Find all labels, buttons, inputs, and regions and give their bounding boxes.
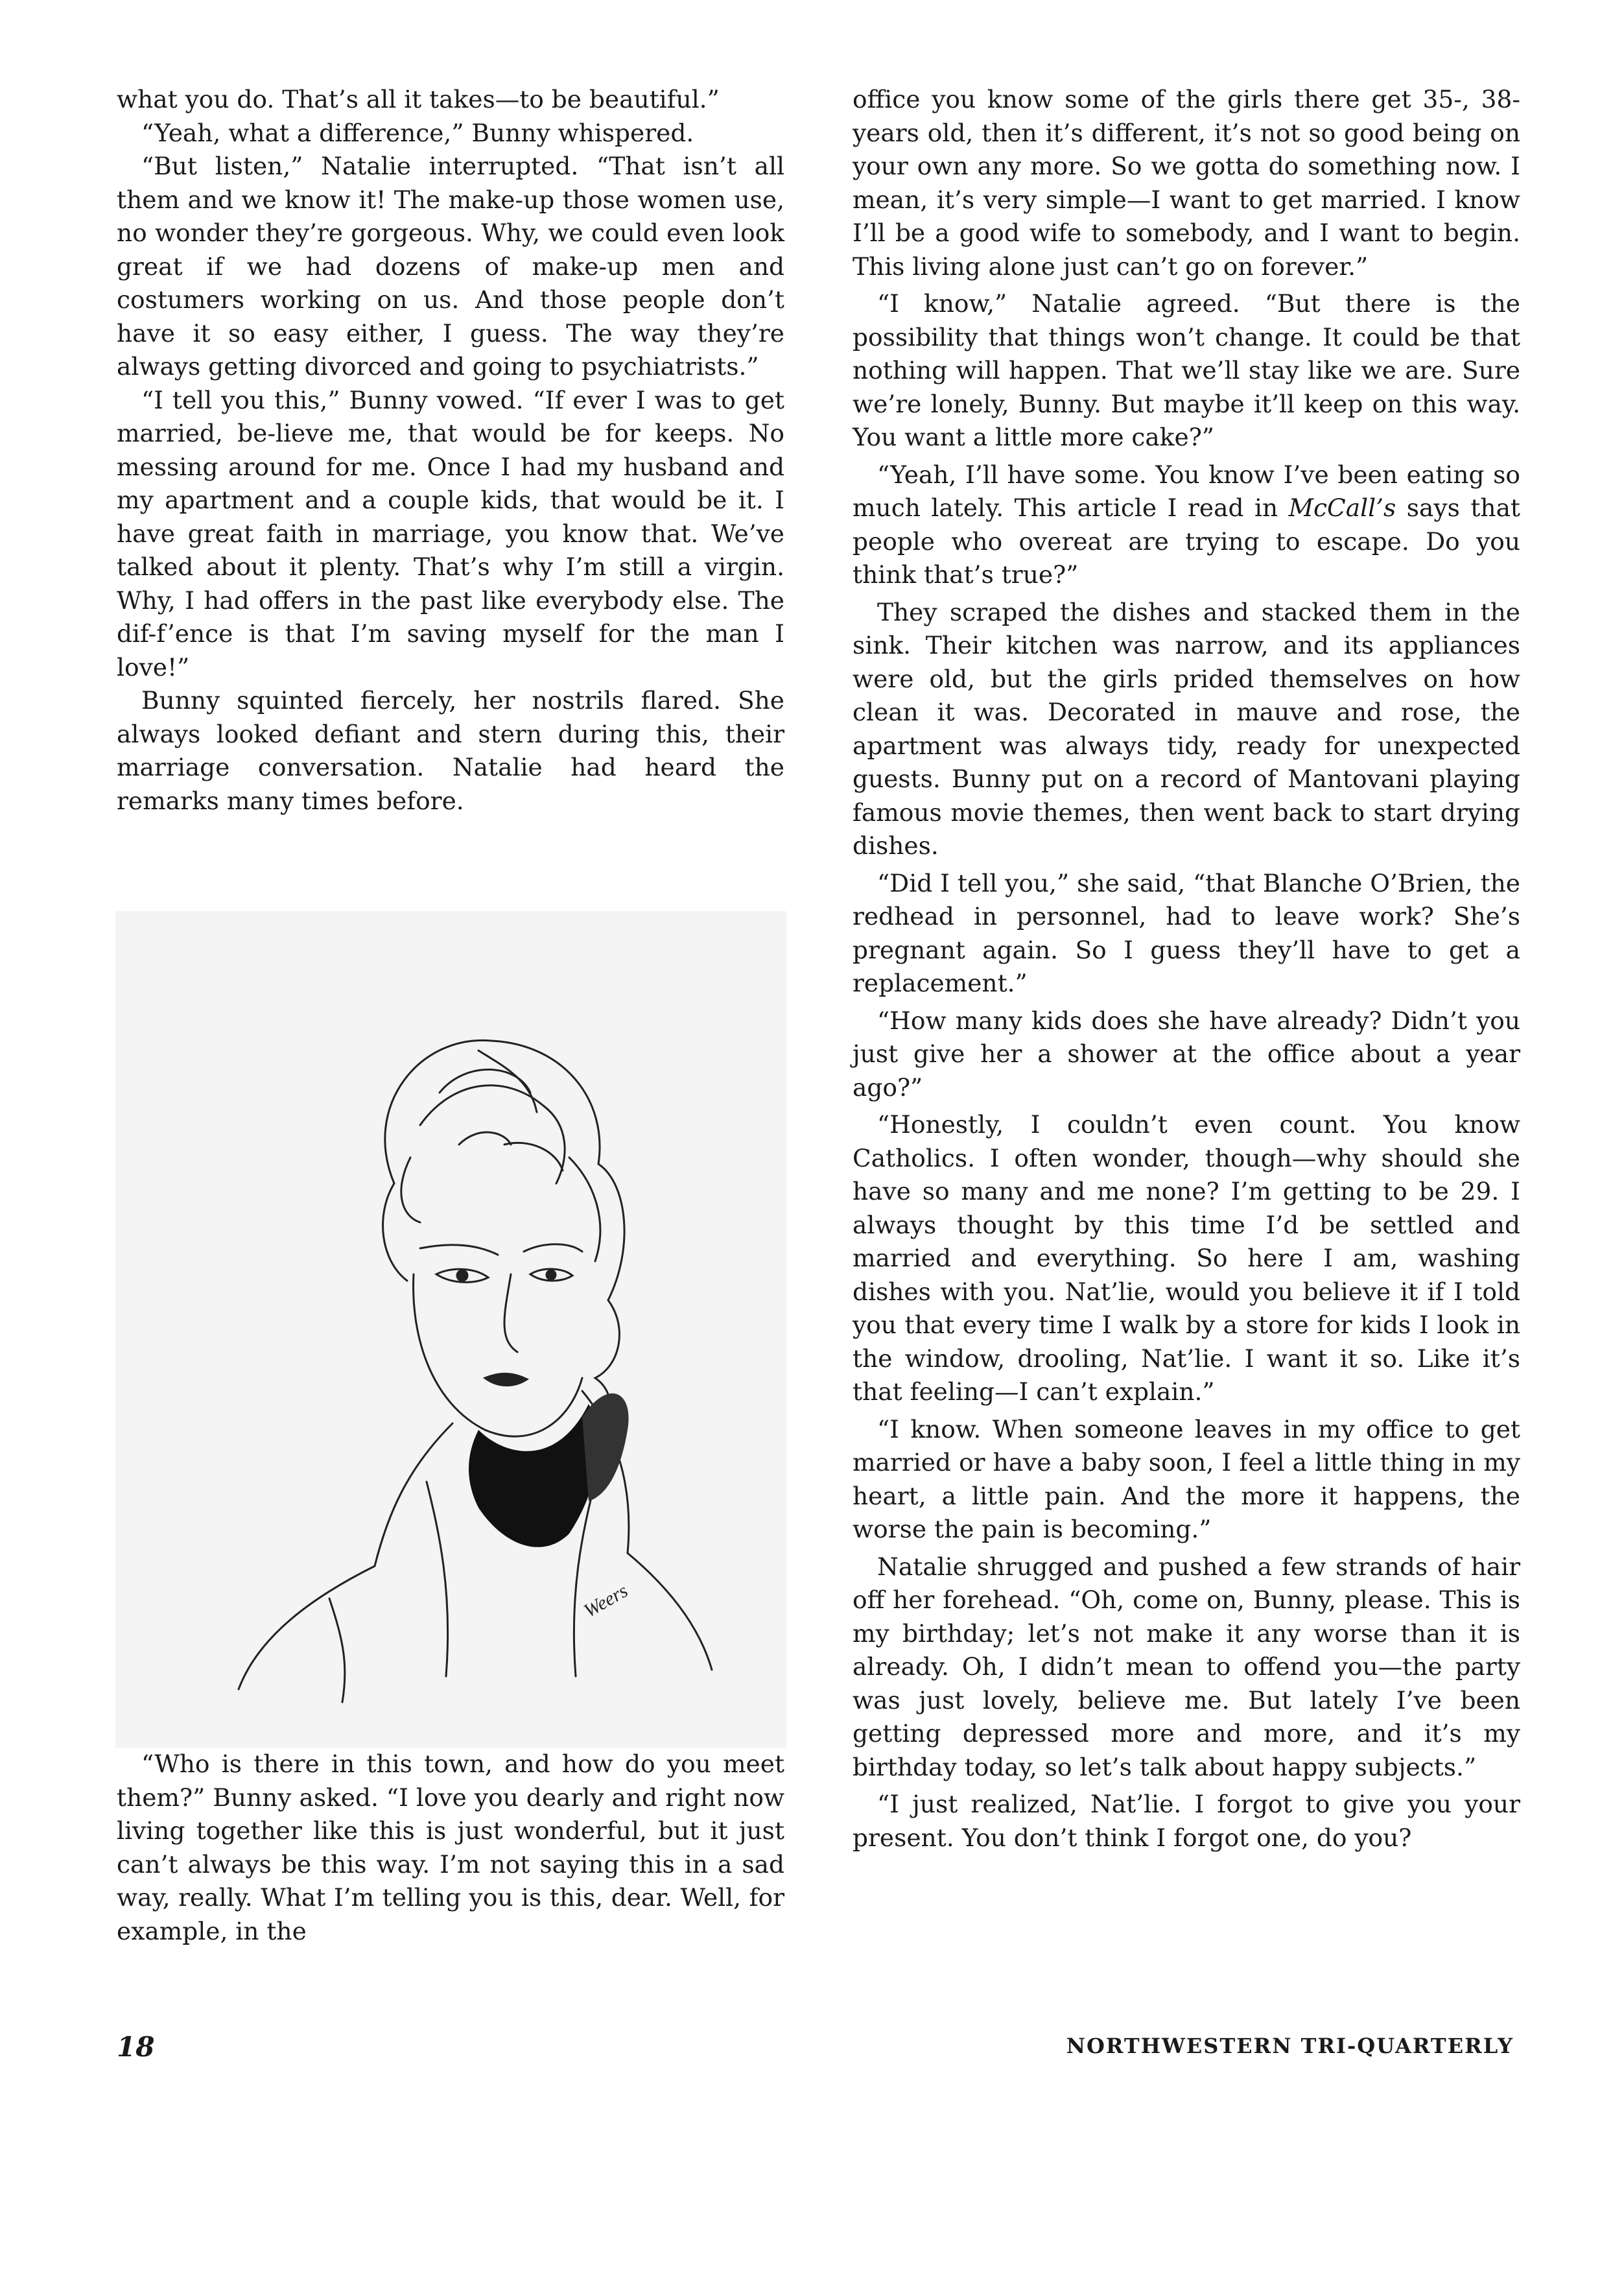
paragraph: “Did I tell you,” she said, “that Blanche O’Brien, the redhead in personnel, had to leave work? She’s pregnant again. So I guess they’ll have to get a replacement.” (853, 868, 1520, 997)
paragraph-text: “Yeah, I’ll have some. You know I’ve been eating so much lately. This article I read in (853, 460, 1520, 522)
paragraph: “How many kids does she have already? Didn’t you just give her a shower at the office about a year ago?” (853, 1006, 1520, 1102)
paragraph-mccalls (853, 458, 1520, 592)
right-column (853, 83, 1520, 1855)
paragraph: “I know,” Natalie agreed. “But there is the possibility that things won’t change. It could be that nothing will happen. That we’ll stay like we are. Sure we’re lonely, Bunny. But maybe it’ll keep on this way. You want a little more cake?” (853, 289, 1520, 451)
paragraph: “I just realized, Nat’lie. I forgot to give you your present. You don’t think I forgot one, do you? (853, 1790, 1520, 1852)
page-number: 18 (117, 2031, 155, 2063)
paragraph: “I know. When someone leaves in my office to get married or have a baby soon, I feel a little thing in my heart, a little pain. And the more it happens, the worse the pain is becoming.” (853, 1414, 1520, 1543)
paragraph: “Honestly, I couldn’t even count. You know Catholics. I often wonder, though—why should she have so many and me none? I’m getting to be 29. I always thought by this time I’d be settled and married and everything. So here I am, washing dishes with you. Nat’lie, would you believe it if I told you that every time I walk by a store for kids I look in the window, drooling, Nat’lie. I want it so. Like it’s that feeling—I can’t explain.” (853, 1110, 1520, 1406)
left-column (117, 83, 784, 818)
paragraph: office you know some of the girls there get 35-, 38-years old, then it’s different, it’s not so good being on your own any more. So we gotta do something now. I mean, it’s very simple—I want to get married. I know I’ll be a good wife to somebody, and I want to begin. This living alone just can’t go on forever.” (853, 85, 1520, 281)
paragraph: “But listen,” Natalie interrupted. “That isn’t all them and we know it! The make-up those women use, no wonder they’re gorgeous. Why, we could even look great if we had dozens of make-up men and costumers working on us. And those people don’t have it so easy either, I guess. The way they’re always getting divorced and going to psychiatrists.” (117, 152, 784, 381)
paragraph-text: says that people who overeat are trying to escape. Do you think that’s true?” (853, 493, 1521, 589)
portrait-sketch (115, 911, 786, 1748)
paragraph: Bunny squinted fiercely, her nostrils flared. She always looked defiant and stern during this, their marriage conversation. Natalie had heard the remarks many times before. (117, 686, 784, 815)
paragraph: “Yeah, what a difference,” Bunny whispered. (141, 118, 694, 147)
journal-name: NORTHWESTERN TRI-QUARTERLY (1066, 2034, 1514, 2058)
paragraph: Natalie shrugged and pushed a few strands of hair off her forehead. “Oh, come on, Bunny, please. This is my birthday; let’s not make it any worse than it is already. Oh, I didn’t mean to offend you—the party was just lovely, believe me. But lately I’ve been getting depressed more and more, and it’s my birthday today, so let’s talk about happy subjects.” (853, 1552, 1520, 1781)
magazine-title: McCall’s (1288, 493, 1396, 522)
paragraph: “Who is there in this town, and how do you meet them?” Bunny asked. “I love you dearly and right now living together like this is just wonderful, but it just can’t always be this way. I’m not saying this in a sad way, really. What I’m telling you is this, dear. Well, for example, in the (117, 1750, 784, 1945)
paragraph: what you do. That’s all it takes—to be beautiful.” (117, 85, 720, 113)
paragraph: “I tell you this,” Bunny vowed. “If ever I was to get married, be-lieve me, that would be for keeps. No messing around for me. Once I had my husband and my apartment and a couple kids, that would be it. I have great faith in marriage, you know that. We’ve talked about it plenty. That’s why I’m still a virgin. Why, I had offers in the past like everybody else. The dif-f’ence is that I’m saving myself for the man I love!” (117, 385, 784, 682)
artist-signature: Weers (580, 1580, 632, 1622)
left-column-continued (117, 1748, 784, 1948)
paragraph: They scraped the dishes and stacked them in the sink. Their kitchen was narrow, and its appliances were old, but the girls prided themselves on how clean it was. Decorated in mauve and rose, the apartment was always tidy, ready for unexpected guests. Bunny put on a record of Mantovani playing famous movie themes, then went back to start drying dishes. (853, 597, 1520, 860)
illustration-woman-portrait (115, 911, 786, 1748)
